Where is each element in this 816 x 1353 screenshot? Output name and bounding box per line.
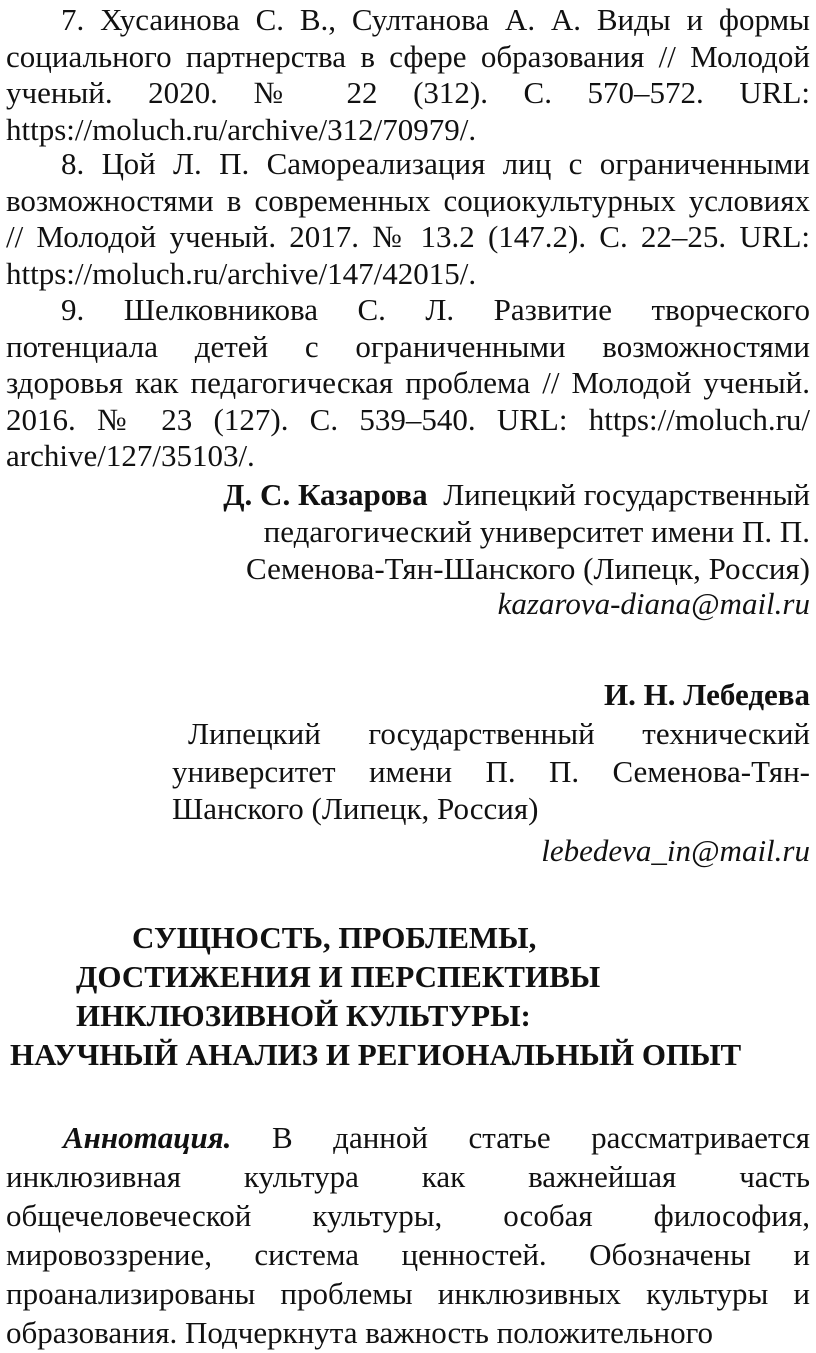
author-2-email: lebedeva_in@mail.ru [541,833,810,868]
author-2-affiliation: Липецкий государственный технический университет имени П. П. Семенова-Тян-Шанского (Липецк, Россия) [172,716,810,826]
article-title [6,918,810,1074]
author-1-name: Д. С. Казарова [223,477,428,512]
abstract-text: В данной статье рассматривается инклюзивная культура как важнейшая часть общечеловеческой культуры, особая философия, мировоззрение, система ценностей. Обозначены и проанализированы проблемы инклюзивных культуры и образования. Подчеркнута важность положительного [6,1120,810,1350]
abstract [6,1118,810,1352]
title-line-2: ДОСТИЖЕНИЯ И ПЕРСПЕКТИВЫ [76,959,601,994]
author-1-block [130,476,810,587]
reference-9: 9. Шелковникова С. Л. Развитие творческого потенциала детей с ограниченными возможностями здоровья как педагогическая проблема // Молодой ученый. 2016. № 23 (127). С. 539–540. URL: https://moluch.ru/ archive/127/35103/. [6,292,810,473]
title-line-3: ИНКЛЮЗИВНОЙ КУЛЬТУРЫ: [76,998,531,1033]
author-1-affiliation: Липецкий государственный педагогический университет имени П. П. Семенова-Тян-Шанского (Липецк, Россия) [246,477,810,586]
abstract-label: Аннотация. [63,1120,232,1155]
author-1-email: kazarova-diana@mail.ru [497,586,810,621]
title-line-1: СУЩНОСТЬ, ПРОБЛЕМЫ, [132,920,537,955]
reference-8: 8. Цой Л. П. Самореализация лиц с ограниченными возможностями в современных социокультурных условиях // Молодой ученый. 2017. № 13.2 (147.2). С. 22–25. URL: https://moluch.ru/archive/147/42015/. [6,146,810,291]
title-line-4: НАУЧНЫЙ АНАЛИЗ И РЕГИОНАЛЬНЫЙ ОПЫТ [10,1037,742,1072]
reference-7: 7. Хусаинова С. В., Султанова А. А. Виды и формы социального партнерства в сфере образования // Молодой ученый. 2020. № 22 (312). С. 570–572. URL: https://moluch.ru/archive/312/70979/. [6,2,810,147]
author-2-name: И. Н. Лебедева [604,677,810,712]
